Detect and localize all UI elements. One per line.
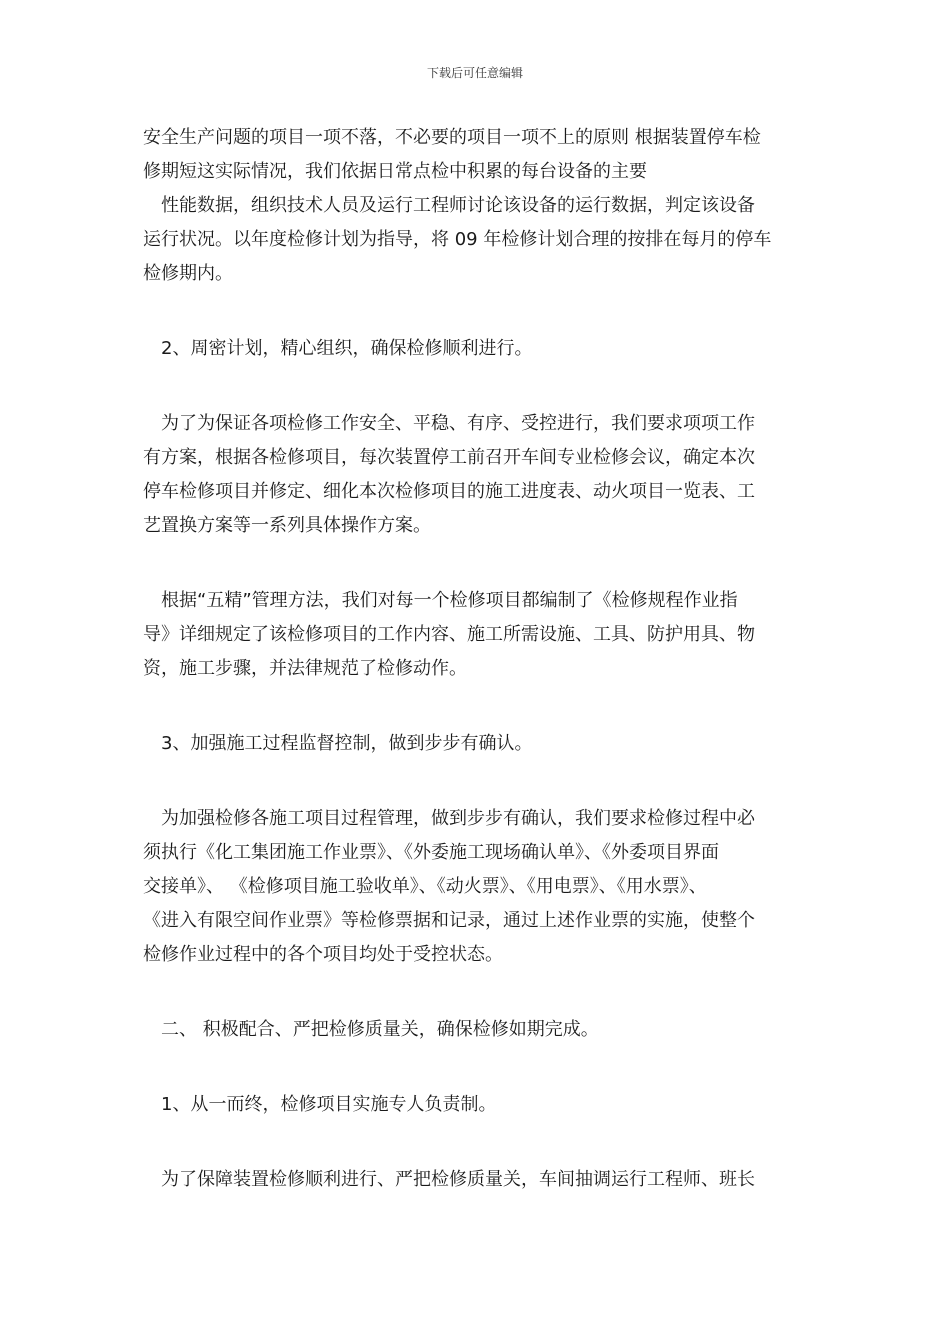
text-line: 1、从一而终，检修项目实施专人负责制。 <box>143 1094 497 1115</box>
text-line: 交接单》、 《检修项目施工验收单》、《动火票》、《用电票》、《用水票》、 <box>143 876 707 897</box>
section-heading-two <box>143 1013 823 1047</box>
text-line: 为了为保证各项检修工作安全、平稳、有序、受控进行，我们要求项项工作 <box>143 413 755 434</box>
text-line: 性能数据，组织技术人员及运行工程师讨论该设备的运行数据，判定该设备 <box>143 195 755 216</box>
paragraph-gap <box>143 761 823 802</box>
section-heading-2 <box>143 332 823 366</box>
paragraph-gap <box>143 1122 823 1163</box>
text-line: 为加强检修各施工项目过程管理，做到步步有确认，我们要求检修过程中必 <box>143 808 755 829</box>
paragraph-4 <box>143 584 823 686</box>
text-line: 停车检修项目并修定、细化本次检修项目的施工进度表、动火项目一览表、工 <box>143 481 755 502</box>
paragraph-gap <box>143 366 823 407</box>
text-line: 资，施工步骤，并法律规范了检修动作。 <box>143 658 467 679</box>
text-line: 2、周密计划，精心组织，确保检修顺利进行。 <box>143 338 533 359</box>
text-line: 艺置换方案等一系列具体操作方案。 <box>143 515 431 536</box>
paragraph-gap <box>143 291 823 332</box>
text-line: 《进入有限空间作业票》等检修票据和记录，通过上述作业票的实施，使整个 <box>143 910 755 931</box>
text-line: 须执行《化工集团施工作业票》、《外委施工现场确认单》、《外委项目界面 <box>143 842 719 863</box>
text-line: 检修作业过程中的各个项目均处于受控状态。 <box>143 944 503 965</box>
text-line: 为了保障装置检修顺利进行、严把检修质量关，车间抽调运行工程师、班长 <box>143 1169 755 1190</box>
paragraph-3 <box>143 407 823 543</box>
paragraph-gap <box>143 1047 823 1088</box>
section-heading-1 <box>143 1088 823 1122</box>
section-heading-3 <box>143 727 823 761</box>
paragraph-gap <box>143 972 823 1013</box>
text-line: 有方案，根据各检修项目，每次装置停工前召开车间专业检修会议，确定本次 <box>143 447 755 468</box>
text-line: 导》详细规定了该检修项目的工作内容、施工所需设施、工具、防护用具、物 <box>143 624 755 645</box>
text-line: 二、 积极配合、严把检修质量关，确保检修如期完成。 <box>143 1019 599 1040</box>
text-line: 根据“五精”管理方法，我们对每一个检修项目都编制了《检修规程作业指 <box>143 590 738 611</box>
text-line: 安全生产问题的项目一项不落，不必要的项目一项不上的原则 根据装置停车检 <box>143 127 761 148</box>
paragraph-gap <box>143 543 823 584</box>
document-body <box>143 121 823 1197</box>
text-line: 修期短这实际情况，我们依据日常点检中积累的每台设备的主要 <box>143 161 647 182</box>
paragraph-9 <box>143 1163 823 1197</box>
paragraph-6 <box>143 802 823 972</box>
paragraph-gap <box>143 686 823 727</box>
text-line: 检修期内。 <box>143 263 233 284</box>
text-line: 3、加强施工过程监督控制，做到步步有确认。 <box>143 733 533 754</box>
text-line: 运行状况。以年度检修计划为指导，将 09 年检修计划合理的按排在每月的停车 <box>143 229 772 250</box>
paragraph-1 <box>143 121 823 291</box>
page-header: 下载后可任意编辑 <box>426 66 523 80</box>
